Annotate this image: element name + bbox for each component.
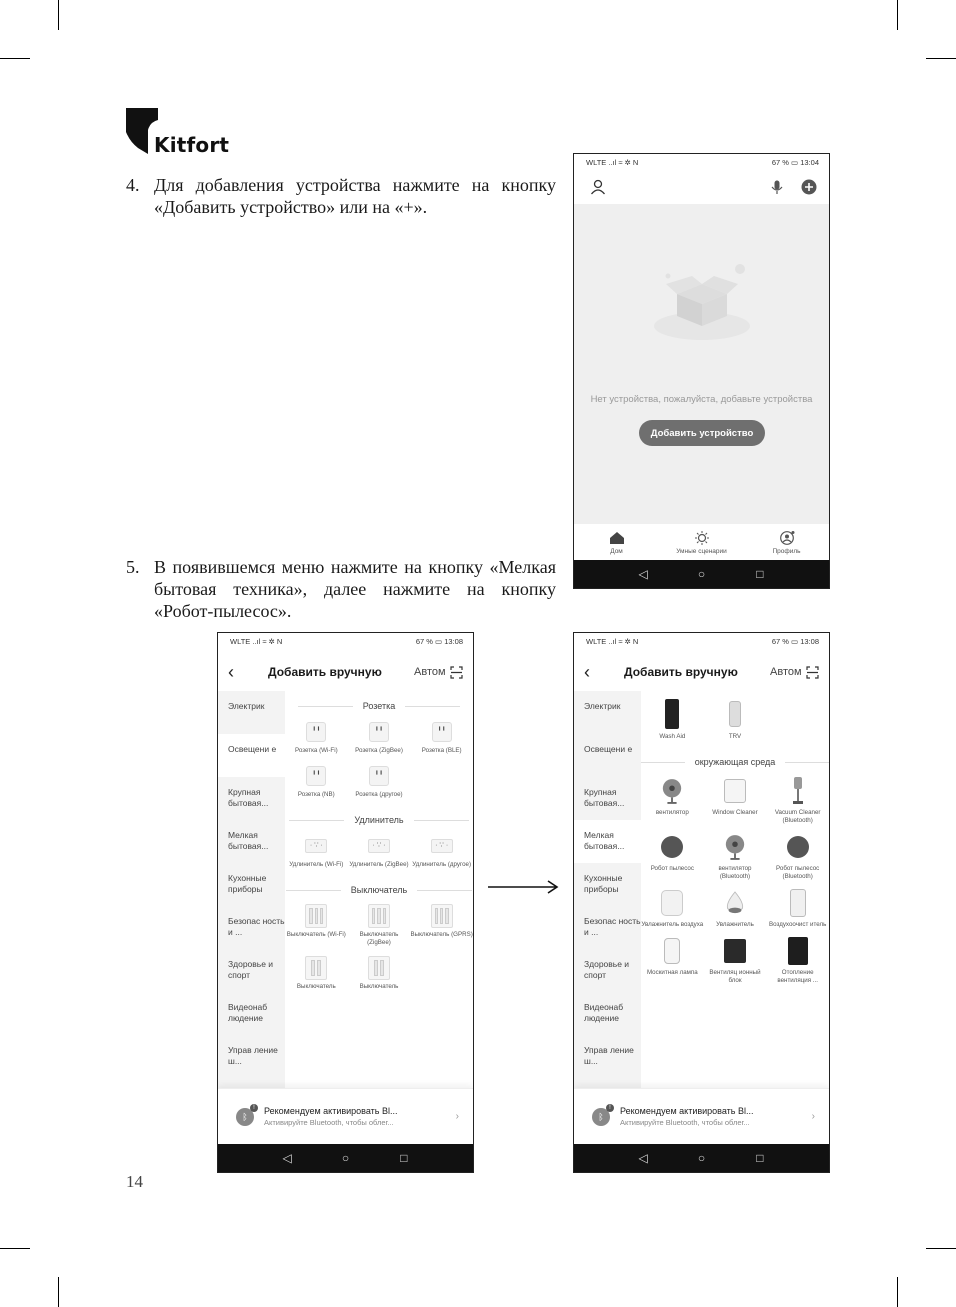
device-label: Wash Aid bbox=[659, 733, 686, 740]
tab-smart-scenes[interactable] bbox=[667, 531, 737, 555]
device-item[interactable] bbox=[410, 721, 473, 755]
device-label: Робот пылесос bbox=[650, 865, 694, 872]
device-label: Выключатель bbox=[359, 983, 399, 990]
vacuum-cleaner-icon bbox=[791, 777, 805, 805]
recent-nav-icon[interactable]: □ bbox=[756, 567, 764, 581]
category-sidebar bbox=[218, 691, 285, 1098]
recent-nav-icon[interactable]: □ bbox=[756, 1151, 764, 1165]
phone-screenshot-add-manually-small-appliances bbox=[573, 632, 830, 1173]
trv-icon bbox=[729, 701, 741, 727]
socket-icon: ╹╹ bbox=[369, 722, 389, 742]
back-icon[interactable]: ‹ bbox=[584, 661, 590, 682]
device-label: Выключатель (GPRS) bbox=[410, 931, 473, 938]
bluetooth-banner[interactable] bbox=[218, 1088, 473, 1144]
tab-label: Дом bbox=[610, 548, 623, 555]
banner-title: Рекомендуем активировать Bl... bbox=[264, 1106, 398, 1116]
arrow-right-icon bbox=[488, 880, 560, 894]
device-label: Увлажнитель воздуха bbox=[641, 921, 704, 928]
device-item[interactable] bbox=[766, 937, 829, 985]
banner-title: Рекомендуем активировать Bl... bbox=[620, 1106, 754, 1116]
wash-aid-icon bbox=[665, 699, 679, 729]
crop-mark bbox=[897, 1277, 898, 1307]
device-item[interactable] bbox=[285, 835, 348, 869]
home-header bbox=[574, 170, 829, 204]
device-item[interactable] bbox=[285, 721, 348, 755]
sidebar-item[interactable]: Безопас ность и ... bbox=[584, 916, 641, 937]
scan-icon[interactable] bbox=[806, 666, 819, 679]
device-label: вентилятор (Bluetooth) bbox=[718, 865, 752, 880]
device-item[interactable] bbox=[641, 833, 704, 881]
sidebar-item[interactable]: Здоровье и спорт bbox=[228, 959, 274, 980]
device-item[interactable] bbox=[766, 777, 829, 825]
device-label: Выключатель (Wi-Fi) bbox=[286, 931, 346, 938]
status-right: 67 % ▭ 13:04 bbox=[771, 157, 819, 167]
device-label: Vacuum Cleaner (Bluetooth) bbox=[774, 809, 821, 824]
robot-vacuum-icon bbox=[787, 836, 809, 858]
back-nav-icon[interactable]: ◁ bbox=[638, 567, 648, 581]
device-list bbox=[641, 691, 829, 1098]
device-label: TRV bbox=[728, 733, 742, 740]
device-label: Розетка (ZigBee) bbox=[355, 747, 403, 754]
switch-icon bbox=[431, 904, 453, 928]
empty-area bbox=[574, 204, 829, 524]
scan-icon[interactable] bbox=[450, 666, 463, 679]
chevron-right-icon: › bbox=[455, 1111, 459, 1122]
step-5 bbox=[126, 556, 556, 622]
socket-icon: ╹╹ bbox=[369, 766, 389, 786]
sidebar-item[interactable]: Мелкая бытовая... bbox=[574, 820, 641, 863]
device-label: Розетка (Wi-Fi) bbox=[295, 747, 338, 754]
switch-icon bbox=[368, 904, 390, 928]
step-4 bbox=[126, 174, 556, 218]
page-title: Добавить вручную bbox=[268, 665, 382, 679]
crop-mark bbox=[897, 0, 898, 30]
add-device-button[interactable]: Добавить устройство bbox=[639, 420, 765, 446]
socket-icon: ╹╹ bbox=[306, 722, 326, 742]
power-strip-icon: · ∵ · bbox=[368, 839, 390, 853]
device-item[interactable] bbox=[285, 765, 348, 799]
status-left: WLTE ..ıl ≈ ✲ N bbox=[230, 636, 283, 646]
profile-icon bbox=[779, 531, 795, 545]
home-icon bbox=[609, 531, 625, 545]
status-right: 67 % ▭ 13:08 bbox=[415, 636, 463, 646]
sidebar-item[interactable]: Электрик bbox=[228, 701, 265, 711]
switch-icon bbox=[305, 904, 327, 928]
crop-mark bbox=[926, 58, 956, 59]
socket-icon: ╹╹ bbox=[306, 766, 326, 786]
device-item[interactable] bbox=[704, 777, 767, 825]
section-title: Розетка bbox=[362, 701, 396, 711]
sidebar-item[interactable]: Кухонные приборы bbox=[584, 873, 623, 894]
sidebar-item[interactable]: Крупная бытовая... bbox=[228, 787, 269, 808]
sidebar-item[interactable]: Крупная бытовая... bbox=[584, 787, 625, 808]
status-right: 67 % ▭ 13:08 bbox=[771, 636, 819, 646]
sidebar-item[interactable]: Видеонаб людение bbox=[584, 1002, 624, 1023]
device-item[interactable] bbox=[348, 835, 411, 869]
section-header bbox=[285, 879, 473, 901]
device-label: Розетка (BLE) bbox=[421, 747, 462, 754]
device-label: Воздухоочист итель bbox=[769, 921, 827, 928]
sidebar-item[interactable]: Электрик bbox=[584, 701, 621, 711]
device-label: Розетка (другое) bbox=[355, 791, 403, 798]
device-item[interactable] bbox=[704, 937, 767, 985]
section-header bbox=[285, 695, 473, 717]
brand-name: Kitfort bbox=[154, 133, 230, 157]
section-header bbox=[641, 751, 829, 773]
page-header bbox=[574, 657, 829, 687]
sidebar-item[interactable]: Управ ление ш... bbox=[584, 1045, 634, 1066]
fan-icon bbox=[661, 777, 683, 805]
device-item[interactable] bbox=[641, 777, 704, 825]
tab-label: Профиль bbox=[772, 548, 801, 555]
device-item[interactable] bbox=[766, 833, 829, 881]
back-icon[interactable]: ‹ bbox=[228, 661, 234, 682]
phone-screenshot-home bbox=[573, 153, 830, 589]
banner-subtitle: Активируйте Bluetooth, чтобы облег... bbox=[264, 1118, 394, 1127]
section-title: Выключатель bbox=[350, 885, 408, 895]
section-header bbox=[285, 809, 473, 831]
empty-message: Нет устройства, пожалуйста, добавьте устройства bbox=[590, 394, 813, 405]
device-item[interactable] bbox=[766, 889, 829, 929]
sun-icon bbox=[694, 531, 710, 545]
sidebar-item[interactable]: Безопас ность и ... bbox=[228, 916, 285, 937]
sidebar-item[interactable]: Мелкая бытовая... bbox=[228, 830, 269, 851]
page-number: 14 bbox=[126, 1172, 143, 1191]
device-item[interactable] bbox=[285, 957, 348, 991]
power-strip-icon: · ∵ · bbox=[431, 839, 453, 853]
auto-tab[interactable]: Автом bbox=[770, 666, 802, 678]
sidebar-item[interactable]: Здоровье и спорт bbox=[584, 959, 630, 980]
switch-icon bbox=[305, 956, 327, 980]
page-title: Добавить вручную bbox=[624, 665, 738, 679]
banner-subtitle: Активируйте Bluetooth, чтобы облег... bbox=[620, 1118, 750, 1127]
device-label: Удлинитель (другое) bbox=[412, 861, 472, 868]
device-item[interactable] bbox=[348, 765, 411, 799]
device-label: Вентиляц ионный блок bbox=[709, 969, 761, 984]
phone-screenshot-add-manually-sockets bbox=[217, 632, 474, 1173]
sidebar-item[interactable]: Кухонные приборы bbox=[228, 873, 267, 894]
device-item[interactable] bbox=[641, 937, 704, 985]
sidebar-item[interactable]: Освещени е bbox=[218, 734, 285, 777]
microphone-icon[interactable] bbox=[771, 180, 783, 194]
device-item[interactable] bbox=[285, 905, 348, 947]
bluetooth-icon: ᛒ ! bbox=[236, 1108, 254, 1126]
step-text: Для добавления устройства нажмите на кнопку «Добавить устройство» или на «+». bbox=[154, 175, 556, 217]
device-label: Робот пылесос (Bluetooth) bbox=[776, 865, 820, 880]
air-purifier-icon bbox=[790, 889, 806, 917]
ventilation-unit-icon bbox=[724, 939, 746, 963]
device-label: Розетка (NB) bbox=[297, 791, 335, 798]
device-item[interactable] bbox=[641, 699, 704, 741]
power-strip-icon: · ∵ · bbox=[305, 839, 327, 853]
device-item[interactable] bbox=[704, 889, 767, 929]
device-item[interactable] bbox=[348, 721, 411, 755]
category-sidebar bbox=[574, 691, 641, 1098]
device-label: Отопление вентиляция ... bbox=[777, 969, 818, 984]
heating-ventilation-icon bbox=[788, 937, 808, 965]
device-label: Удлинитель (Wi-Fi) bbox=[289, 861, 344, 868]
add-icon[interactable] bbox=[801, 179, 817, 195]
step-number: 4. bbox=[126, 175, 140, 195]
fan-icon bbox=[724, 833, 746, 861]
sidebar-item[interactable]: Видеонаб людение bbox=[228, 1002, 268, 1023]
android-navbar bbox=[574, 1144, 829, 1172]
page-header bbox=[218, 657, 473, 687]
device-label: вентилятор bbox=[655, 809, 689, 816]
device-item[interactable] bbox=[410, 905, 473, 947]
step-number: 5. bbox=[126, 557, 140, 577]
recent-nav-icon[interactable]: □ bbox=[400, 1151, 408, 1165]
status-left: WLTE ..ıl ≈ ✲ N bbox=[586, 636, 639, 646]
section-title: окружающая среда bbox=[694, 757, 776, 767]
back-nav-icon[interactable]: ◁ bbox=[282, 1151, 292, 1165]
empty-box-icon bbox=[642, 254, 762, 344]
humidifier-icon bbox=[661, 890, 683, 916]
device-item[interactable] bbox=[704, 833, 767, 881]
android-navbar bbox=[218, 1144, 473, 1172]
device-item[interactable] bbox=[641, 889, 704, 929]
crop-mark bbox=[58, 0, 59, 30]
device-item[interactable] bbox=[704, 699, 767, 741]
device-item[interactable] bbox=[348, 957, 411, 991]
device-label: Выключатель (ZigBee) bbox=[359, 931, 399, 946]
back-nav-icon[interactable]: ◁ bbox=[638, 1151, 648, 1165]
crop-mark bbox=[926, 1248, 956, 1249]
sidebar-item[interactable]: Освещени е bbox=[584, 744, 633, 754]
crop-mark bbox=[0, 58, 30, 59]
bluetooth-banner[interactable] bbox=[574, 1088, 829, 1144]
humidifier-icon bbox=[724, 889, 746, 917]
user-icon[interactable] bbox=[590, 179, 606, 195]
step-text: В появившемся меню нажмите на кнопку «Мелкая бытовая техника», далее нажмите на кнопку «Робот-пылесос». bbox=[154, 557, 556, 621]
window-cleaner-icon bbox=[724, 779, 746, 803]
status-bar bbox=[218, 633, 473, 649]
robot-vacuum-icon bbox=[661, 836, 683, 858]
android-navbar bbox=[574, 560, 829, 588]
device-label: Москитная лампа bbox=[646, 969, 698, 976]
status-bar bbox=[574, 633, 829, 649]
sidebar-item[interactable]: Управ ление ш... bbox=[228, 1045, 278, 1066]
tab-profile[interactable] bbox=[752, 531, 822, 555]
auto-tab[interactable]: Автом bbox=[414, 666, 446, 678]
chevron-right-icon: › bbox=[811, 1111, 815, 1122]
bluetooth-icon: ᛒ ! bbox=[592, 1108, 610, 1126]
crop-mark bbox=[0, 1248, 30, 1249]
section-title: Удлинитель bbox=[354, 815, 404, 825]
device-item[interactable] bbox=[348, 905, 411, 947]
bottom-tabs bbox=[574, 524, 829, 558]
device-label: Удлинитель (ZigBee) bbox=[349, 861, 409, 868]
status-bar bbox=[574, 154, 829, 170]
device-label: Увлажнитель bbox=[716, 921, 754, 928]
socket-icon: ╹╹ bbox=[432, 722, 452, 742]
tab-label: Умные сценарии bbox=[676, 548, 727, 555]
home-nav-icon[interactable]: ○ bbox=[697, 1151, 706, 1165]
tab-home[interactable] bbox=[582, 531, 652, 555]
status-left: WLTE ..ıl ≈ ✲ N bbox=[586, 157, 639, 167]
device-label: Выключатель bbox=[296, 983, 336, 990]
device-list bbox=[285, 691, 473, 1098]
device-item[interactable] bbox=[410, 835, 473, 869]
device-label: Window Cleaner bbox=[712, 809, 758, 816]
crop-mark bbox=[58, 1277, 59, 1307]
switch-icon bbox=[368, 956, 390, 980]
mosquito-lamp-icon bbox=[664, 938, 680, 964]
home-nav-icon[interactable]: ○ bbox=[341, 1151, 350, 1165]
home-nav-icon[interactable]: ○ bbox=[697, 567, 706, 581]
